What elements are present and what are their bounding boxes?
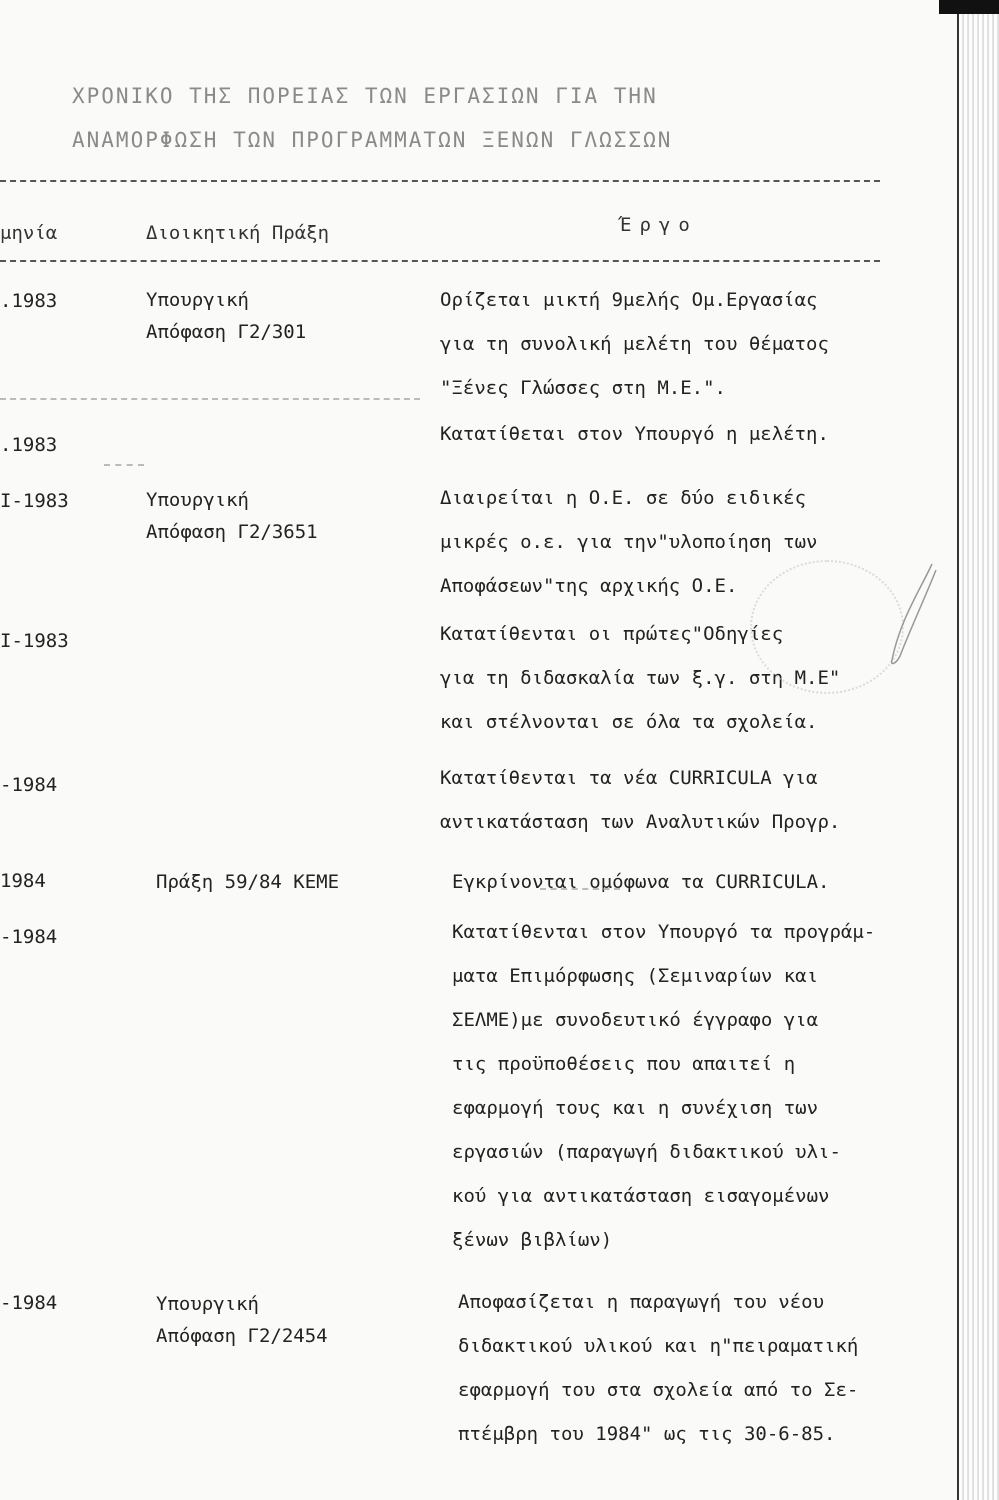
row-work-line: εργασιών (παραγωγή διδακτικού υλι- — [452, 1141, 841, 1163]
binding-edge — [957, 0, 999, 1500]
row-work — [440, 278, 960, 410]
row-work-line: Ορίζεται μικτή 9μελής Ομ.Εργασίας — [440, 289, 818, 311]
row-act-line: Υπουργική — [146, 489, 249, 511]
row-act — [146, 484, 318, 548]
row-work-line: Αποφασίζεται η παραγωγή του νέου — [458, 1291, 825, 1313]
row-work-line: Κατατίθεται στον Υπουργό η μελέτη. — [440, 423, 829, 445]
row-work-line: ΣΕΛΜΕ)με συνοδευτικό έγγραφο για — [452, 1009, 819, 1031]
document-title-line-2: ΑΝΑΜΟΡΦΩΣΗ ΤΩΝ ΠΡΟΓΡΑΜΜΑΤΩΝ ΞΕΝΩΝ ΓΛΩΣΣΩΝ — [72, 128, 673, 152]
row-work — [440, 412, 960, 456]
row-work-line: ξένων βιβλίων) — [452, 1229, 613, 1251]
row-work-line: εφαρμογή τους και η συνέχιση των — [452, 1097, 819, 1119]
row-date: -1984 — [0, 1292, 58, 1314]
header-bottom-rule — [0, 260, 880, 262]
row-separator — [540, 888, 620, 890]
row-act-line: Απόφαση Γ2/3651 — [146, 521, 318, 543]
row-work-line: διδακτικού υλικού και η"πειραματική — [458, 1335, 859, 1357]
row-work-line: πτέμβρη του 1984" ως τις 30-6-85. — [458, 1423, 836, 1445]
row-separator — [0, 398, 420, 400]
row-work-line: Αποφάσεων"της αρχικής Ο.Ε. — [440, 575, 738, 597]
row-work-line: εφαρμογή του στα σχολεία από το Σε- — [458, 1379, 859, 1401]
row-work — [440, 756, 960, 844]
column-header-work: Έργο — [620, 214, 698, 236]
row-date: 1984 — [0, 870, 46, 892]
row-date: .1983 — [0, 290, 58, 312]
row-work-line: και στέλνονται σε όλα τα σχολεία. — [440, 711, 818, 733]
row-work-line: Κατατίθενται στον Υπουργό τα προγράμ- — [452, 921, 876, 943]
row-work-line: για τη συνολική μελέτη του θέματος — [440, 333, 829, 355]
binding-edge-top — [939, 0, 999, 14]
row-work-line: για τη διδασκαλία των ξ.γ. στη Μ.Ε" — [440, 667, 841, 689]
row-date: -1984 — [0, 926, 58, 948]
row-work-line: μικρές ο.ε. για την"υλοποίηση των — [440, 531, 818, 553]
row-work-line: "Ξένες Γλώσσες στη Μ.Ε.". — [440, 377, 726, 399]
row-work-line: Εγκρίνονται ομόφωνα τα CURRICULA. — [452, 871, 830, 893]
column-header-date: μηνία — [0, 222, 58, 244]
row-act — [156, 866, 339, 898]
row-work — [452, 860, 972, 904]
row-date: Ι-1983 — [0, 630, 69, 652]
row-work-line: ματα Επιμόρφωσης (Σεμιναρίων και — [452, 965, 819, 987]
row-act — [156, 1288, 328, 1352]
row-date: -1984 — [0, 774, 58, 796]
column-header-administrative-act: Διοικητική Πράξη — [146, 222, 330, 244]
row-work-line: τις προϋποθέσεις που απαιτεί η — [452, 1053, 796, 1075]
table-top-rule — [0, 180, 880, 182]
row-work-line: κού για αντικατάσταση εισαγομένων — [452, 1185, 830, 1207]
row-separator — [104, 464, 144, 466]
row-work-line: αντικατάσταση των Αναλυτικών Προγρ. — [440, 811, 841, 833]
document-title-line-1: ΧΡΟΝΙΚΟ ΤΗΣ ΠΟΡΕΙΑΣ ΤΩΝ ΕΡΓΑΣΙΩΝ ΓΙΑ ΤΗΝ — [72, 84, 658, 108]
row-act-line: Απόφαση Γ2/2454 — [156, 1325, 328, 1347]
row-work — [452, 910, 972, 1262]
row-act — [146, 284, 306, 348]
row-work-line: Κατατίθενται οι πρώτες"Οδηγίες — [440, 623, 784, 645]
row-date: .1983 — [0, 434, 58, 456]
handwritten-pen-mark — [880, 560, 940, 670]
row-act-line: Υπουργική — [156, 1293, 259, 1315]
row-work-line: Κατατίθενται τα νέα CURRICULA για — [440, 767, 818, 789]
row-act-line: Απόφαση Γ2/301 — [146, 321, 307, 343]
row-work — [458, 1280, 978, 1456]
row-date: Ι-1983 — [0, 490, 69, 512]
row-act-line: Υπουργική — [146, 289, 249, 311]
row-work-line: Διαιρείται η Ο.Ε. σε δύο ειδικές — [440, 487, 807, 509]
row-act-line: Πράξη 59/84 ΚΕΜΕ — [156, 871, 340, 893]
